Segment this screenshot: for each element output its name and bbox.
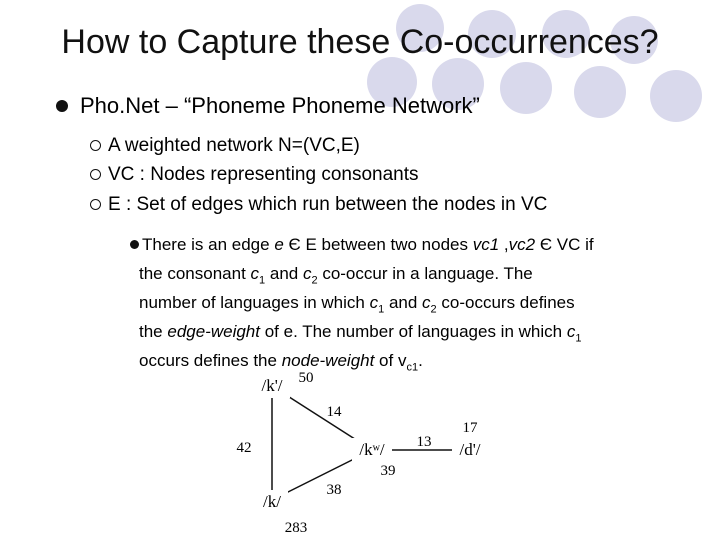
slide-title: How to Capture these Co-occurrences? bbox=[61, 23, 659, 61]
sub-bullet-edges bbox=[90, 193, 547, 217]
node-weight-kw: 39 bbox=[380, 463, 396, 479]
bullet-phonet-text: Pho.Net – “Phoneme Phoneme Network” bbox=[80, 93, 480, 118]
node-weight-k: 283 bbox=[284, 520, 308, 536]
paragraph-line: number of languages in which $c_1$ and $c_2$ co-occurs defines bbox=[139, 293, 575, 316]
node-d-prime: /d'/ bbox=[459, 440, 481, 459]
edge-weight-kw-k: 38 bbox=[326, 482, 342, 498]
sub-bullet-edges-text: E : Set of edges which run between the nodes in VC bbox=[108, 194, 548, 215]
edge-weight-kprime-kw: 14 bbox=[326, 404, 342, 420]
bullet-ring-icon bbox=[90, 199, 101, 210]
edge-definition-paragraph bbox=[130, 230, 710, 375]
sub-bullet-vc bbox=[90, 163, 419, 187]
paragraph-line: occurs defines the node-weight of $v_{c1}$. bbox=[139, 351, 423, 374]
sub-bullet-vc-text: VC : Nodes representing consonants bbox=[108, 164, 419, 185]
bullet-dot-icon bbox=[56, 100, 68, 112]
paragraph-line: the consonant $c_1$ and $c_2$ co-occur in a language. The bbox=[139, 264, 533, 287]
node-kw: /kʷ/ bbox=[359, 440, 385, 459]
edge-weight-kw-dprime: 13 bbox=[416, 434, 432, 450]
sub-bullet-network bbox=[90, 134, 360, 158]
node-k: /k/ bbox=[263, 492, 281, 511]
bullet-phonet bbox=[56, 92, 480, 120]
node-k-prime: /k'/ bbox=[261, 376, 283, 395]
bullet-ring-icon bbox=[90, 140, 101, 151]
paragraph-line: There is an edge e Є E between two nodes vc1 ,vc2 Є VC if bbox=[142, 235, 594, 254]
node-weight-d-prime: 17 bbox=[462, 420, 478, 436]
bullet-ring-icon bbox=[90, 169, 101, 180]
edge-weight-kprime-k: 42 bbox=[236, 440, 252, 456]
node-weight-k-prime: 50 bbox=[298, 370, 314, 386]
phoneme-network-graph bbox=[220, 360, 520, 540]
bullet-dot-icon bbox=[130, 240, 139, 249]
paragraph-line: the edge-weight of e. The number of languages in which $c_1$ bbox=[139, 322, 582, 345]
sub-bullet-network-text: A weighted network N=(VC,E) bbox=[108, 135, 360, 156]
